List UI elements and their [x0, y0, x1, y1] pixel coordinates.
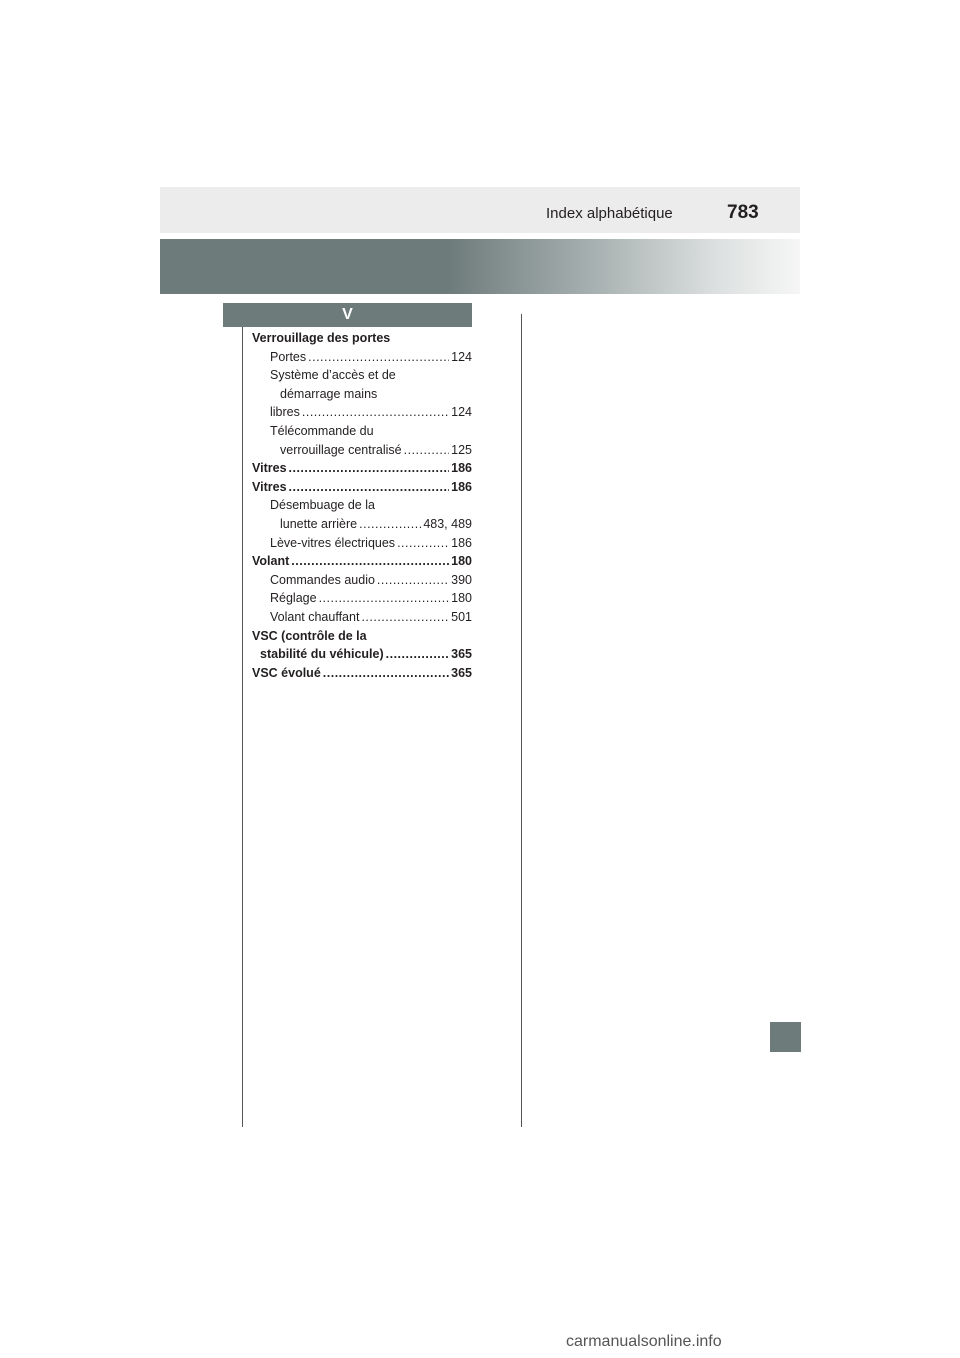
dot-leader: [404, 441, 450, 460]
entry-page[interactable]: 483, 489: [423, 516, 472, 531]
entry-text: Portes: [270, 349, 307, 364]
decorative-gradient-bar: [160, 239, 800, 294]
header-bar: [160, 187, 800, 233]
dot-leader: [386, 645, 450, 664]
dot-leader: [291, 552, 449, 571]
index-entry: [252, 571, 472, 590]
entry-text: verrouillage centralisé: [280, 442, 402, 457]
entry-page[interactable]: 125: [451, 442, 472, 457]
watermark: carmanualsonline.info: [566, 1333, 722, 1350]
index-entry: [252, 459, 472, 478]
entry-page[interactable]: 501: [451, 609, 472, 624]
entry-text: Système d’accès et de: [270, 368, 396, 383]
entry-page[interactable]: 186: [451, 479, 472, 494]
entry-text: Commandes audio: [270, 572, 375, 587]
index-entry: [252, 385, 472, 404]
entry-text: libres: [270, 405, 300, 420]
index-entry: [252, 478, 472, 497]
column-divider-left: [242, 314, 243, 1127]
entry-text: Télécommande du: [270, 423, 374, 438]
dot-leader: [289, 459, 450, 478]
index-entry: [252, 403, 472, 422]
entry-text: Volant chauffant: [270, 609, 360, 624]
page-number: 783: [727, 202, 759, 223]
entry-page[interactable]: 180: [451, 591, 472, 606]
index-entry: [252, 552, 472, 571]
entry-text: Désembuage de la: [270, 498, 375, 513]
index-entry: [252, 645, 472, 664]
index-list: [252, 329, 472, 682]
dot-leader: [359, 515, 421, 534]
index-entry: [252, 422, 472, 441]
column-divider-right: [521, 314, 522, 1127]
dot-leader: [323, 664, 449, 683]
entry-page[interactable]: 124: [451, 405, 472, 420]
index-entry: [252, 664, 472, 683]
dot-leader: [302, 403, 449, 422]
entry-text: Vitres: [252, 461, 287, 476]
index-entry: [252, 534, 472, 553]
index-entry: [252, 627, 472, 646]
entry-page[interactable]: 180: [451, 554, 472, 569]
index-entry: [252, 441, 472, 460]
entry-text: démarrage mains: [280, 386, 378, 401]
entry-text: Volant: [252, 554, 290, 569]
index-entry: [252, 348, 472, 367]
index-entry: [252, 496, 472, 515]
entry-text: lunette arrière: [280, 516, 358, 531]
dot-leader: [377, 571, 449, 590]
entry-page[interactable]: 186: [451, 535, 472, 550]
index-entry: [252, 329, 472, 348]
letter-section-header: V: [223, 303, 472, 327]
entry-page[interactable]: 186: [451, 461, 472, 476]
entry-page[interactable]: 365: [451, 665, 472, 680]
section-tab-marker[interactable]: [770, 1022, 801, 1052]
entry-text: Lève-vitres électriques: [270, 535, 396, 550]
entry-text: Réglage: [270, 591, 317, 606]
entry-text: stabilité du véhicule): [260, 647, 384, 662]
section-title: Index alphabétique: [546, 205, 673, 222]
entry-text: Vitres: [252, 479, 287, 494]
entry-page[interactable]: 390: [451, 572, 472, 587]
dot-leader: [289, 478, 450, 497]
index-entry: [252, 608, 472, 627]
entry-text: VSC évolué: [252, 665, 321, 680]
entry-text: VSC (contrôle de la: [252, 628, 367, 643]
entry-page[interactable]: 124: [451, 349, 472, 364]
entry-text: Verrouillage des portes: [252, 331, 391, 345]
dot-leader: [397, 534, 449, 553]
entry-page[interactable]: 365: [451, 647, 472, 662]
index-entry: [252, 589, 472, 608]
index-entry: [252, 515, 472, 534]
index-entry: [252, 366, 472, 385]
dot-leader: [319, 589, 450, 608]
dot-leader: [308, 348, 449, 367]
dot-leader: [361, 608, 449, 627]
